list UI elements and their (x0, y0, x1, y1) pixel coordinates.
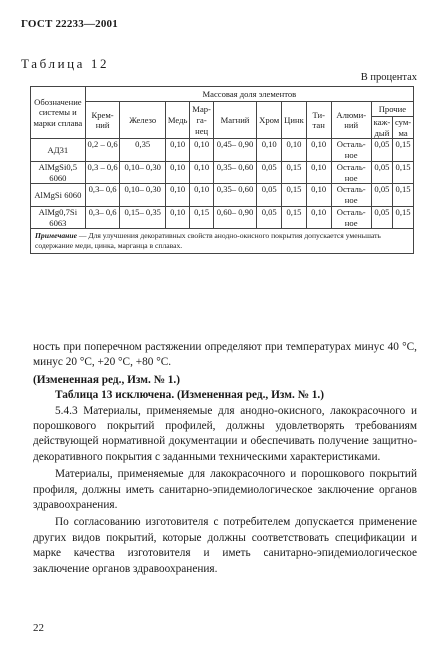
table-cell: 0,3– 0,6 (85, 206, 120, 228)
table-cell: 0,10 (165, 184, 189, 206)
col-other: Прочие (371, 102, 413, 117)
col-iron: Железо (120, 102, 166, 139)
table-cell: 0,35– 0,60 (213, 184, 256, 206)
table-cell: 0,05 (371, 161, 392, 183)
table-cell: 0,10 (306, 184, 331, 206)
table-cell: 0,2 – 0,6 (85, 139, 120, 161)
table-cell: 0,05 (371, 184, 392, 206)
table-row (31, 161, 414, 183)
table-cell: 0,35 (120, 139, 166, 161)
col-magnesium: Магний (213, 102, 256, 139)
table-cell: 0,05 (371, 206, 392, 228)
table-cell: 0,05 (257, 161, 282, 183)
table-cell: 0,35– 0,60 (213, 161, 256, 183)
table-cell: 0,10– 0,30 (120, 184, 166, 206)
note-text: — Для улучшения декоративных свойств анодно-окисного покрытия допускается уменьшать содержание меди, цинка, марганца в сплавах. (35, 231, 381, 251)
col-copper: Медь (165, 102, 189, 139)
table-cell: 0,15 (393, 139, 414, 161)
table-cell: 0,10 (190, 161, 213, 183)
table-13-excluded: Таблица 13 исключена. (Измененная ред., Изм. № 1.) (55, 389, 325, 402)
table-cell: Осталь-ное (331, 139, 371, 161)
paragraph-other-coatings: По согласованию изготовителя с потребителем допускается применение других видов покрытий, которые должны соответствовать спецификации и марке качества изготовителя и иметь санитарно-эпидемиологическое заключение органов здравоохранения. (33, 516, 417, 575)
table-cell: 0,10 (306, 161, 331, 183)
col-titanium: Ти-тан (306, 102, 331, 139)
paragraph-continuation: ность при поперечном растяжении определяют при температурах минус 40 °С, минус 20 °С, +20 °С, +80 °С. (33, 341, 417, 369)
table-cell: Осталь-ное (331, 206, 371, 228)
table-row (31, 206, 414, 228)
table-cell: 0,10– 0,30 (120, 161, 166, 183)
table-cell: 0,05 (371, 139, 392, 161)
alloy-designation: AlMgSi 6060 (31, 184, 86, 206)
table-cell: 0,10 (306, 206, 331, 228)
col-mass-fraction: Массовая доля элементов (85, 87, 413, 102)
table-cell: 0,15 (282, 161, 307, 183)
col-manganese: Мар-га-нец (190, 102, 213, 139)
table-cell: Осталь-ное (331, 184, 371, 206)
paragraph-paint-materials: Материалы, применяемые для лакокрасочного и порошкового покрытий профиля, должны иметь санитарно-эпидемиологическое заключение органов здравоохранения. (33, 468, 417, 512)
table-cell: 0,3– 0,6 (85, 184, 120, 206)
col-chromium: Хром (257, 102, 282, 139)
table-cell: 0,15 (393, 161, 414, 183)
col-zinc: Цинк (282, 102, 307, 139)
col-silicon: Крем-ний (85, 102, 120, 139)
table-cell: Осталь-ное (331, 161, 371, 183)
table-cell: 0,10 (282, 139, 307, 161)
table-cell: 0,15 (393, 184, 414, 206)
table-cell: 0,10 (257, 139, 282, 161)
table-cell: 0,15 (282, 184, 307, 206)
alloy-designation: AlMgSi0,5 6060 (31, 161, 86, 183)
composition-table (30, 86, 414, 254)
units-label: В процентах (360, 72, 417, 83)
table-cell: 0,05 (257, 206, 282, 228)
table-cell: 0,10 (165, 139, 189, 161)
table-cell: 0,10 (306, 139, 331, 161)
table-cell: 0,3 – 0,6 (85, 161, 120, 183)
table-cell: 0,15 (282, 206, 307, 228)
table-cell: 0,15 (393, 206, 414, 228)
col-designation: Обозначение системы и марки сплава (31, 87, 86, 139)
table-cell: 0,15– 0,35 (120, 206, 166, 228)
page-number: 22 (33, 622, 44, 634)
table-row (31, 184, 414, 206)
amendment-note: (Измененная ред., Изм. № 1.) (33, 373, 181, 386)
table-cell: 0,10 (165, 206, 189, 228)
table-row (31, 139, 414, 161)
table-cell: 0,10 (190, 184, 213, 206)
clause-5-4-3: 5.4.3 Материалы, применяемые для анодно-окисного, лакокрасочного и порошкового покрытий профилей, должны удовлетворять требованиям действующей нормативной документации и обеспечивать получение защитно-декоративного покрытия с заданными техническими характеристиками. (33, 404, 417, 463)
table-note (31, 229, 414, 254)
alloy-designation: AlMg0,7Si 6063 (31, 206, 86, 228)
body-text (33, 340, 417, 577)
table-cell: 0,10 (190, 139, 213, 161)
table-cell: 0,45– 0,90 (213, 139, 256, 161)
table-cell: 0,15 (190, 206, 213, 228)
table-cell: 0,60– 0,90 (213, 206, 256, 228)
note-label: Примечание (35, 231, 77, 241)
table-cell: 0,05 (257, 184, 282, 206)
document-header: ГОСТ 22233—2001 (21, 18, 118, 30)
col-aluminium: Алюми-ний (331, 102, 371, 139)
alloy-designation: АД31 (31, 139, 86, 161)
table-title: Таблица 12 (21, 56, 110, 71)
col-other-each: каж-дый (371, 117, 392, 139)
col-other-sum: сум-ма (393, 117, 414, 139)
table-body (31, 139, 414, 229)
table-cell: 0,10 (165, 161, 189, 183)
